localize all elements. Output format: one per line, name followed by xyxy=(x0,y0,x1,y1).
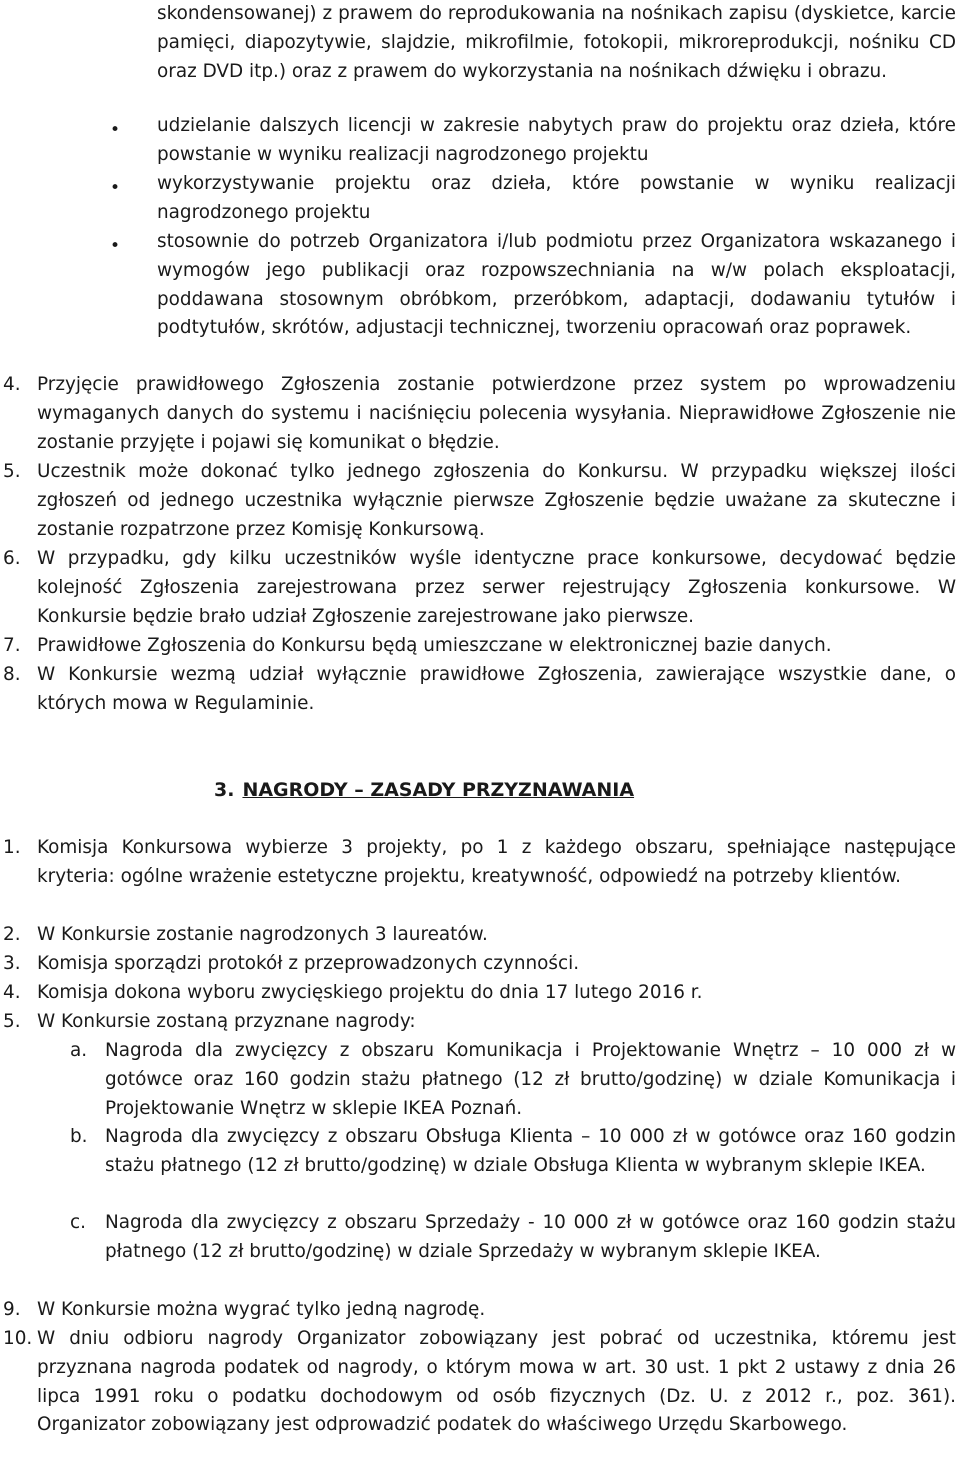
list-item: Komisja Konkursowa wybierze 3 projekty, po 1 z każdego obszaru, spełniające następujące kryteria: ogólne wrażenie estetyczne projektu, kreatywność, odpowiedź na potrzeby klientów. xyxy=(37,837,956,887)
bullet-item: udzielanie dalszych licencji w zakresie nabytych praw do projektu oraz dzieła, które powstanie w wyniku realizacji nagrodzonego projektu xyxy=(157,115,956,165)
list-item-number: 1. xyxy=(3,837,21,858)
list-item: Uczestnik może dokonać tylko jednego zgłoszenia do Konkursu. W przypadku większej ilości zgłoszeń od jednego uczestnika wyłącznie pierwsze Zgłoszenie będzie uważane za skuteczne i zostanie rozpatrzone przez Komisję Konkursową. xyxy=(37,461,956,540)
list-item: W Konkursie zostanie nagrodzonych 3 laureatów. xyxy=(37,924,488,945)
list-item: W Konkursie można wygrać tylko jedną nagrodę. xyxy=(37,1299,486,1320)
list-item: Prawidłowe Zgłoszenia do Konkursu będą umieszczane w elektronicznej bazie danych. xyxy=(37,635,832,656)
bullet-marker: • xyxy=(110,178,121,198)
list-item: W dniu odbioru nagrody Organizator zobowiązany jest pobrać od uczestnika, któremu jest przyznana nagroda podatek od nagrody, o którym mowa w art. 30 ust. 1 pkt 2 ustawy z dnia 26 lipca 1991 roku o podatku dochodowym od osób fizycznych (Dz. U. z 2012 r., poz. 361). Organizator zobowiązany jest odprowadzić podatek do właściwego Urzędu Skarbowego. xyxy=(37,1328,956,1436)
bullet-item: wykorzystywanie projektu oraz dzieła, które powstanie w wyniku realizacji nagrodzonego projektu xyxy=(157,173,956,223)
list-item-number: 10. xyxy=(3,1328,33,1349)
continuation-paragraph: skondensowanej) z prawem do reprodukowania na nośnikach zapisu (dyskietce, karcie pamięci, diapozytywie, slajdzie, mikrofilmie, fotokopii, mikroreprodukcji, nośniku CD oraz DVD itp.) oraz z prawem do wykorzystania na nośnikach dźwięku i obrazu. xyxy=(157,3,956,82)
section-heading xyxy=(214,776,634,804)
prize-item: Nagroda dla zwycięzcy z obszaru Obsługa Klienta – 10 000 zł w gotówce oraz 160 godzin stażu płatnego (12 zł brutto/godzinę) w dziale Obsługa Klienta w wybranym sklepie IKEA. xyxy=(105,1126,956,1176)
list-item: W Konkursie wezmą udział wyłącznie prawidłowe Zgłoszenia, zawierające wszystkie dane, o których mowa w Regulaminie. xyxy=(37,664,956,714)
list-item-number: 9. xyxy=(3,1299,21,1320)
list-item-number: 3. xyxy=(3,953,21,974)
prize-letter: a. xyxy=(70,1040,88,1061)
list-item: W przypadku, gdy kilku uczestników wyśle identyczne prace konkursowe, decydować będzie kolejność Zgłoszenia zarejestrowana przez serwer rejestrujący Zgłoszenia konkursowe. W Konkursie będzie brało udział Zgłoszenie zarejestrowane jako pierwsze. xyxy=(37,548,956,627)
prize-letter: c. xyxy=(70,1212,86,1233)
section-title: NAGRODY – ZASADY PRZYZNAWANIA xyxy=(242,779,635,801)
list-item: Komisja dokona wyboru zwycięskiego projektu do dnia 17 lutego 2016 r. xyxy=(37,982,703,1003)
list-item-number: 2. xyxy=(3,924,21,945)
list-item-number: 6. xyxy=(3,548,21,569)
list-item-number: 7. xyxy=(3,635,21,656)
list-item: W Konkursie zostaną przyznane nagrody: xyxy=(37,1011,416,1032)
section-number: 3. xyxy=(214,779,235,801)
bullet-marker: • xyxy=(110,236,121,256)
bullet-marker: • xyxy=(110,120,121,140)
list-item-number: 5. xyxy=(3,1011,21,1032)
bullet-item: stosownie do potrzeb Organizatora i/lub podmiotu przez Organizatora wskazanego i wymogów jego publikacji oraz rozpowszechniania na w/w polach eksploatacji, poddawana stosownym obróbkom, przeróbkom, adaptacji, dodawaniu tytułów i podtytułów, skrótów, adjustacji technicznej, tworzeniu opracowań oraz poprawek. xyxy=(157,231,956,339)
list-item-number: 4. xyxy=(3,982,21,1003)
list-item-number: 8. xyxy=(3,664,21,685)
prize-item: Nagroda dla zwycięzcy z obszaru Sprzedaży - 10 000 zł w gotówce oraz 160 godzin stażu płatnego (12 zł brutto/godzinę) w dziale Sprzedaży w wybranym sklepie IKEA. xyxy=(105,1212,956,1262)
list-item-number: 5. xyxy=(3,461,21,482)
list-item-number: 4. xyxy=(3,374,21,395)
list-item: Komisja sporządzi protokół z przeprowadzonych czynności. xyxy=(37,953,580,974)
list-item: Przyjęcie prawidłowego Zgłoszenia zostanie potwierdzone przez system po wprowadzeniu wymaganych danych do systemu i naciśnięciu polecenia wysyłania. Nieprawidłowe Zgłoszenie nie zostanie przyjęte i pojawi się komunikat o błędzie. xyxy=(37,374,956,453)
prize-letter: b. xyxy=(70,1126,88,1147)
prize-item: Nagroda dla zwycięzcy z obszaru Komunikacja i Projektowanie Wnętrz – 10 000 zł w gotówce oraz 160 godzin stażu płatnego (12 zł brutto/godzinę) w dziale Komunikacja i Projektowanie Wnętrz w sklepie IKEA Poznań. xyxy=(105,1040,956,1119)
